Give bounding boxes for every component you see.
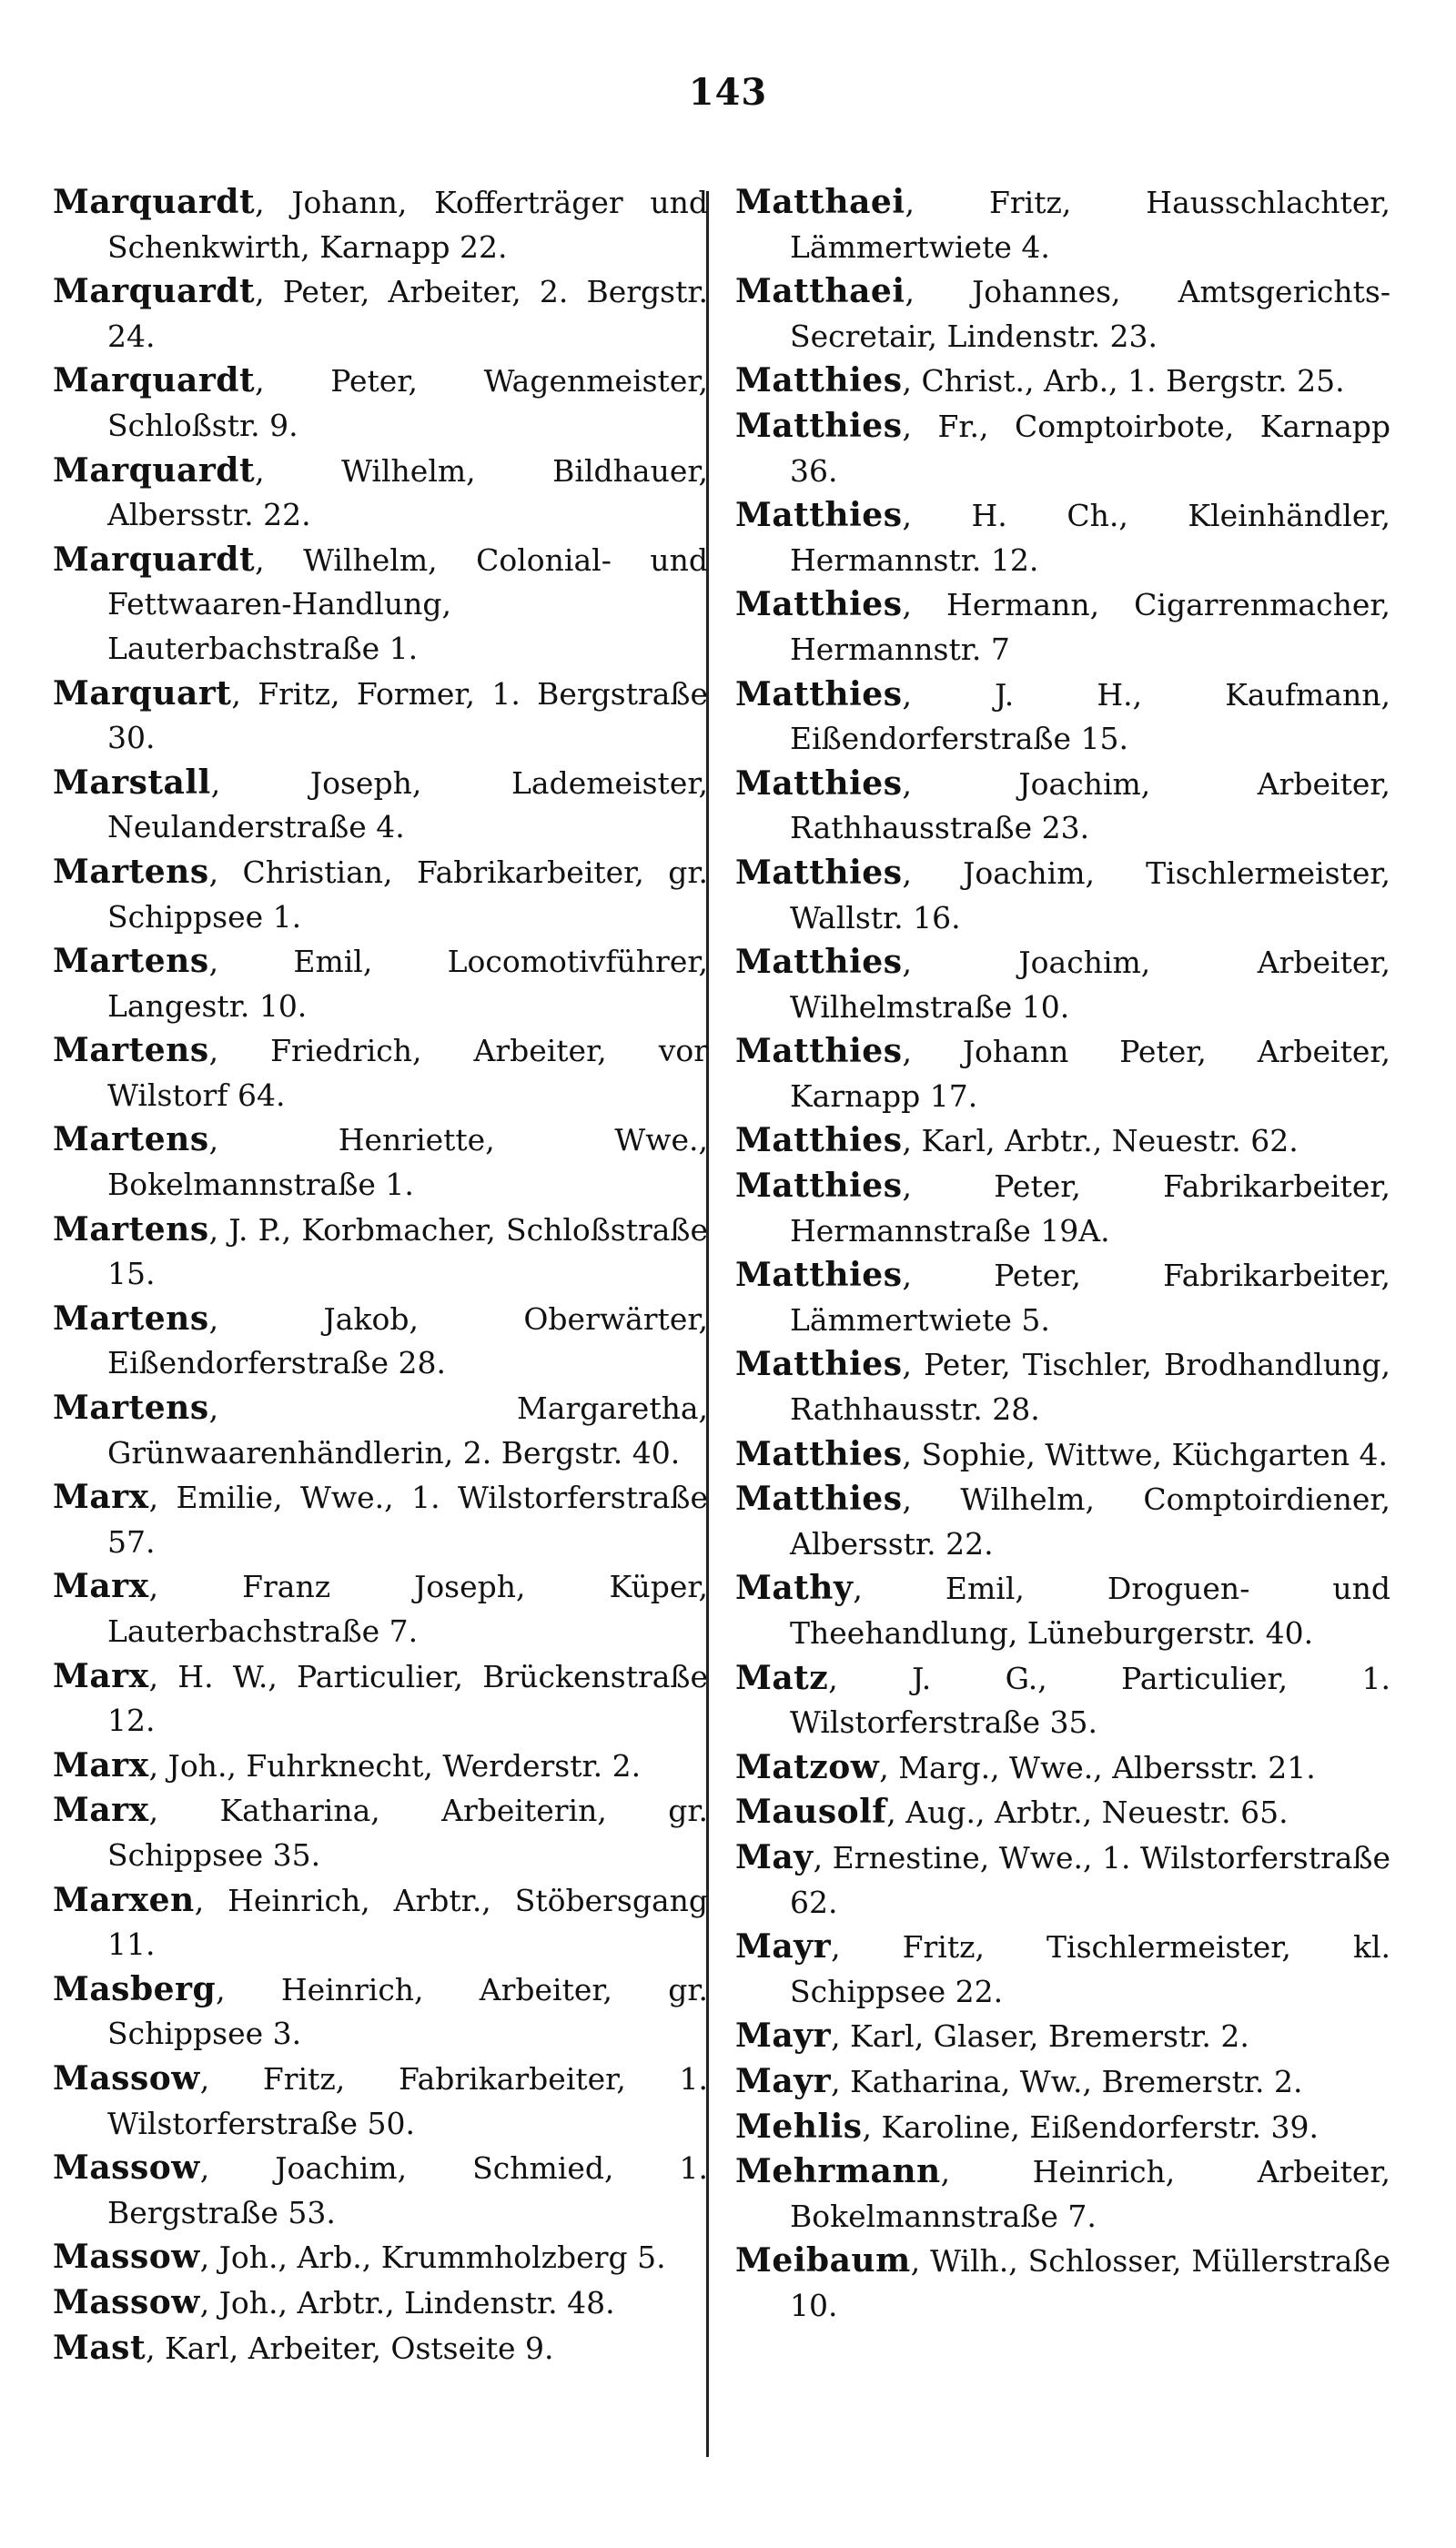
directory-entry: [53, 1475, 708, 1564]
entry-details: , Fr., Comptoirbote, Karnapp 36.: [790, 408, 1390, 489]
entry-details: , Karl, Arbeiter, Ostseite 9.: [146, 2330, 554, 2366]
directory-entry: [735, 180, 1390, 269]
entry-surname: Matthaei: [735, 183, 905, 221]
directory-entry: [53, 2326, 708, 2371]
entry-details: , Karl, Glaser, Bremerstr. 2.: [831, 2018, 1249, 2055]
entry-details: , Christian, Fabrikarbeiter, gr. Schippsee 1.: [107, 854, 708, 935]
directory-entry: [735, 672, 1390, 762]
directory-entry: [735, 2149, 1390, 2239]
entry-details: , Hermann, Cigarrenmacher, Hermannstr. 7: [790, 587, 1390, 667]
entry-surname: Martens: [53, 1389, 209, 1428]
directory-entry: [53, 359, 708, 448]
directory-entry: [53, 1028, 708, 1117]
entry-surname: May: [735, 1837, 814, 1876]
entry-details: , Wilhelm, Bildhauer, Albersstr. 22.: [107, 452, 708, 533]
entry-details: , Fritz, Tischlermeister, kl. Schippsee 22.: [790, 1929, 1390, 2009]
entry-surname: Marx: [53, 1791, 149, 1830]
entry-details: , Henriette, Wwe., Bokelmannstraße 1.: [107, 1122, 708, 1203]
directory-entry: [735, 2059, 1390, 2105]
entry-surname: Mast: [53, 2328, 147, 2367]
directory-entry: [735, 1477, 1390, 1566]
entry-details: , Johann, Kofferträger und Schenkwirth, Karnapp 22.: [107, 185, 708, 265]
directory-entry: [53, 2057, 708, 2146]
entry-surname: Matthies: [735, 943, 903, 982]
entry-details: , Joh., Fuhrknecht, Werderstr. 2.: [148, 1747, 642, 1784]
entry-details: , H. Ch., Kleinhändler, Hermannstr. 12.: [790, 498, 1390, 578]
entry-surname: Mausolf: [735, 1793, 887, 1832]
entry-details: , Joachim, Tischlermeister, Wallstr. 16.: [790, 854, 1390, 935]
entry-surname: Marquardt: [53, 272, 256, 311]
entry-surname: Matthaei: [735, 272, 905, 311]
entry-surname: Matthies: [735, 1121, 903, 1160]
entry-surname: Matz: [735, 1658, 829, 1697]
directory-entry: [735, 762, 1390, 851]
directory-entry: [53, 1878, 708, 1967]
entry-surname: Marx: [53, 1656, 149, 1695]
directory-entry: [735, 1164, 1390, 1253]
entry-surname: Matthies: [735, 1167, 903, 1206]
entry-surname: Mayr: [735, 2061, 832, 2100]
directory-entry: [53, 1208, 708, 1297]
directory-entry: [53, 939, 708, 1028]
entry-details: , Johannes, Amtsgerichts-Secretair, Lindenstr. 23.: [790, 274, 1390, 354]
entry-details: , Heinrich, Arbeiter, Bokelmannstraße 7.: [790, 2154, 1390, 2234]
entry-surname: Meibaum: [735, 2241, 911, 2280]
entry-surname: Martens: [53, 1120, 209, 1159]
directory-entry: [53, 1564, 708, 1653]
entry-surname: Mayr: [735, 2017, 832, 2056]
directory-entry: [53, 180, 708, 269]
entry-details: , Peter, Wagenmeister, Schloßstr. 9.: [107, 363, 708, 443]
entry-details: , Christ., Arb., 1. Bergstr. 25.: [902, 363, 1345, 399]
entry-details: , Joh., Arb., Krummholzberg 5.: [199, 2240, 666, 2276]
entry-details: , Johann Peter, Arbeiter, Karnapp 17.: [790, 1034, 1390, 1114]
entry-surname: Martens: [53, 1299, 209, 1338]
directory-entry: [735, 1790, 1390, 1835]
directory-entry: [735, 1925, 1390, 2014]
entry-surname: Marquart: [53, 673, 232, 713]
entry-details: , Franz Joseph, Küper, Lauterbachstraße 7.: [107, 1569, 708, 1649]
entry-details: , Joseph, Lademeister, Neulanderstraße 4.: [107, 764, 708, 845]
directory-entry: [735, 1432, 1390, 1478]
entry-details: , Joachim, Schmied, 1. Bergstraße 53.: [107, 2150, 708, 2230]
directory-entry: [53, 2280, 708, 2326]
directory-entry: [735, 940, 1390, 1029]
directory-entry: [53, 1788, 708, 1877]
directory-entry: [53, 1297, 708, 1386]
directory-entry: [53, 1654, 708, 1744]
entry-surname: Martens: [53, 852, 209, 891]
entry-surname: Matthies: [735, 763, 903, 803]
entry-surname: Marquardt: [53, 540, 256, 579]
entry-surname: Massow: [53, 2238, 200, 2277]
entry-surname: Martens: [53, 1031, 209, 1070]
entry-surname: Matthies: [735, 585, 903, 624]
entry-details: , Peter, Arbeiter, 2. Bergstr. 24.: [107, 274, 708, 354]
entry-surname: Martens: [53, 1209, 209, 1249]
entry-surname: Matthies: [735, 1256, 903, 1295]
entry-details: , Karoline, Eißendorferstr. 39.: [862, 2108, 1319, 2145]
directory-entry: [735, 1566, 1390, 1655]
entry-surname: Marquardt: [53, 361, 256, 400]
directory-entry: [53, 538, 708, 672]
left-column: [53, 180, 708, 2371]
entry-details: , Wilhelm, Comptoirdiener, Albersstr. 22.: [790, 1481, 1390, 1562]
entry-details: , Fritz, Former, 1. Bergstraße 30.: [107, 675, 708, 756]
entry-surname: Mehlis: [735, 2107, 863, 2146]
entry-details: , Joachim, Arbeiter, Rathhausstraße 23.: [790, 765, 1390, 846]
entry-surname: Marx: [53, 1567, 149, 1606]
entry-details: , Katharina, Arbeiterin, gr. Schippsee 35.: [107, 1793, 708, 1873]
entry-details: , Karl, Arbtr., Neuestr. 62.: [902, 1123, 1299, 1159]
entry-details: , Heinrich, Arbtr., Stöbersgang 11.: [107, 1882, 708, 1963]
entry-surname: Massow: [53, 2058, 200, 2098]
entry-details: , Fritz, Hausschlachter, Lämmertwiete 4.: [790, 185, 1390, 265]
directory-entry: [735, 1118, 1390, 1164]
entry-surname: Matthies: [735, 1345, 903, 1384]
directory-entry: [735, 493, 1390, 582]
entry-details: , Joh., Arbtr., Lindenstr. 48.: [199, 2284, 615, 2320]
entry-details: , Emilie, Wwe., 1. Wilstorferstraße 57.: [107, 1480, 708, 1560]
directory-entry: [735, 1253, 1390, 1342]
directory-entry: [735, 2014, 1390, 2059]
entry-surname: Masberg: [53, 1969, 217, 2008]
directory-entry: [735, 582, 1390, 672]
entry-details: , Peter, Fabrikarbeiter, Hermannstraße 19A.: [790, 1168, 1390, 1249]
directory-entry: [735, 1745, 1390, 1791]
directory-entry: [53, 850, 708, 939]
entry-surname: Marquardt: [53, 450, 256, 490]
directory-entry: [735, 359, 1390, 404]
entry-surname: Marx: [53, 1478, 149, 1517]
directory-entry: [735, 2239, 1390, 2328]
directory-entry: [735, 404, 1390, 493]
entry-details: , Emil, Droguen- und Theehandlung, Lüneburgerstr. 40.: [790, 1571, 1390, 1651]
entry-surname: Marxen: [53, 1880, 195, 1919]
entry-surname: Matthies: [735, 1480, 903, 1519]
entry-surname: Marx: [53, 1745, 149, 1785]
entry-details: , Sophie, Wittwe, Küchgarten 4.: [902, 1436, 1389, 1472]
directory-entry: [53, 672, 708, 761]
entry-details: , Peter, Tischler, Brodhandlung, Rathhausstr. 28.: [790, 1347, 1390, 1428]
entry-details: , Fritz, Fabrikarbeiter, 1. Wilstorferstraße 50.: [107, 2060, 708, 2141]
directory-entry: [53, 1117, 708, 1207]
entry-details: , Katharina, Ww., Bremerstr. 2.: [831, 2063, 1303, 2099]
directory-entry: [735, 1835, 1390, 1925]
entry-details: , Wilh., Schlosser, Müllerstraße 10.: [790, 2243, 1390, 2323]
directory-entry: [53, 1967, 708, 2057]
entry-surname: Martens: [53, 942, 209, 981]
entry-surname: Mayr: [735, 1927, 832, 1967]
directory-entry: [735, 851, 1390, 940]
entry-surname: Massow: [53, 2282, 200, 2321]
directory-entry: [53, 449, 708, 538]
entry-details: , Wilhelm, Colonial- und Fettwaaren-Handlung, Lauterbachstraße 1.: [107, 541, 708, 666]
directory-entry: [53, 1744, 708, 1789]
entry-details: , Emil, Locomotivführer, Langestr. 10.: [107, 944, 708, 1024]
entry-details: , Jakob, Oberwärter, Eißendorferstraße 28.: [107, 1300, 708, 1381]
entry-details: , H. W., Particulier, Brückenstraße 12.: [107, 1658, 708, 1739]
entry-surname: Mehrmann: [735, 2152, 941, 2191]
entry-details: , Aug., Arbtr., Neuestr. 65.: [886, 1795, 1289, 1831]
entry-surname: Marstall: [53, 763, 211, 802]
entry-surname: Matzow: [735, 1747, 880, 1786]
entry-details: , Ernestine, Wwe., 1. Wilstorferstraße 62.: [790, 1839, 1390, 1920]
directory-entry: [735, 2105, 1390, 2150]
directory-entry: [735, 1656, 1390, 1745]
directory-entry: [53, 269, 708, 359]
entry-surname: Matthies: [735, 406, 903, 445]
directory-entry: [53, 2235, 708, 2280]
entry-surname: Matthies: [735, 361, 903, 400]
entry-surname: Marquardt: [53, 183, 256, 221]
entry-surname: Matthies: [735, 1032, 903, 1071]
entry-surname: Matthies: [735, 496, 903, 535]
entry-details: , Friedrich, Arbeiter, vor Wilstorf 64.: [107, 1033, 708, 1113]
entry-surname: Matthies: [735, 853, 903, 892]
directory-entry: [735, 1029, 1390, 1118]
directory-entry: [53, 1386, 708, 1475]
entry-surname: Matthies: [735, 1434, 903, 1473]
entry-details: , Joachim, Arbeiter, Wilhelmstraße 10.: [790, 945, 1390, 1025]
entry-details: , J. P., Korbmacher, Schloßstraße 15.: [107, 1211, 708, 1292]
page-number: 143: [688, 71, 768, 114]
entry-details: , J. G., Particulier, 1. Wilstorferstraße 35.: [790, 1660, 1390, 1741]
directory-entry: [53, 761, 708, 850]
directory-entry: [735, 1342, 1390, 1431]
entry-details: , Peter, Fabrikarbeiter, Lämmertwiete 5.: [790, 1258, 1390, 1338]
entry-details: , Margaretha, Grünwaarenhändlerin, 2. Bergstr. 40.: [107, 1390, 708, 1471]
right-column: [735, 180, 1390, 2329]
entry-details: , Heinrich, Arbeiter, gr. Schippsee 3.: [107, 1971, 708, 2052]
directory-entry: [735, 269, 1390, 359]
entry-details: , Marg., Wwe., Albersstr. 21.: [879, 1749, 1316, 1785]
entry-surname: Mathy: [735, 1569, 854, 1608]
entry-surname: Massow: [53, 2149, 200, 2188]
directory-entry: [53, 2146, 708, 2235]
entry-details: , J. H., Kaufmann, Eißendorferstraße 15.: [790, 676, 1390, 757]
entry-surname: Matthies: [735, 674, 903, 713]
